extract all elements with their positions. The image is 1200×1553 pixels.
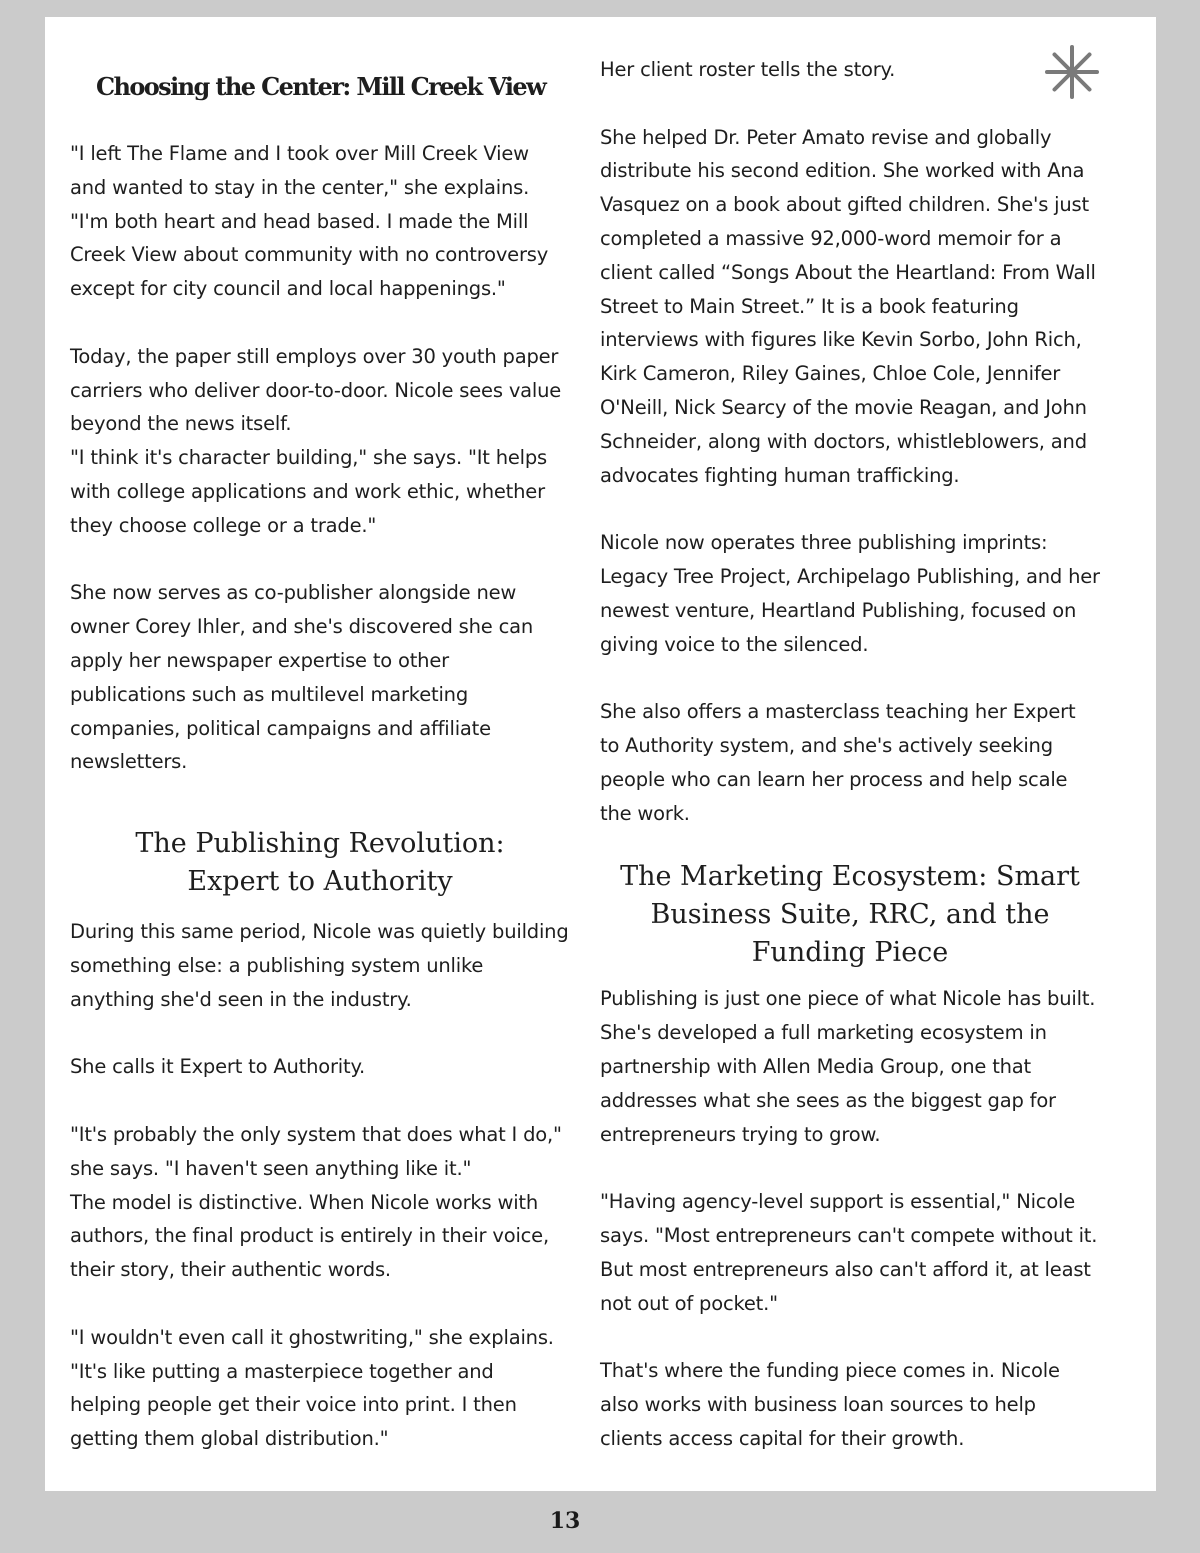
- paragraph: She also offers a masterclass teaching her Expert to Authority system, and she's actively seeking people who can learn her process and help scale the work.: [600, 700, 1076, 825]
- magazine-page: [45, 17, 1156, 1491]
- paragraph: The model is distinctive. When Nicole works with authors, the final product is entirely in their voice, their story, their authentic words.: [70, 1190, 549, 1282]
- paragraph: Nicole now operates three publishing imprints: Legacy Tree Project, Archipelago Publishing, and her newest venture, Heartland Publishing, focused on giving voice to the silenced.: [600, 531, 1100, 656]
- section-heading-mill-creek: Choosing the Center: Mill Creek View: [96, 72, 546, 101]
- paragraph: "I think it's character building," she says. "It helps with college applications and work ethic, whether they choose college or a trade.": [70, 446, 548, 537]
- heading-line: The Marketing Ecosystem: Smart: [620, 861, 1080, 893]
- heading-line: The Publishing Revolution:: [135, 828, 505, 860]
- paragraph: That's where the funding piece comes in. Nicole also works with business loan sources to help clients access capital for their growth.: [600, 1359, 1060, 1450]
- paragraph: Her client roster tells the story.: [600, 58, 896, 81]
- paragraph: "I left The Flame and I took over Mill Creek View and wanted to stay in the center," she explains. "I'm both heart and head based. I made the Mill Creek View about community with no controversy except for city council and local happenings.": [70, 142, 549, 301]
- paragraph: She calls it Expert to Authority.: [70, 1055, 366, 1079]
- right-column: [600, 17, 1100, 1455]
- heading-line: Funding Piece: [751, 937, 949, 969]
- section-heading-publishing-revolution: [70, 825, 570, 901]
- paragraph: Publishing is just one piece of what Nicole has built. She's developed a full marketing ecosystem in partnership with Allen Media Group, one that addresses what she sees as the biggest gap for entrepreneurs trying to grow.: [600, 987, 1096, 1146]
- paragraph: "Having agency-level support is essential," Nicole says. "Most entrepreneurs can't compete without it. But most entrepreneurs also can't afford it, at least not out of pocket.": [600, 1190, 1098, 1315]
- heading-line: Business Suite, RRC, and the: [650, 899, 1050, 931]
- page-number: 13: [549, 1508, 581, 1534]
- heading-line: Expert to Authority: [187, 866, 453, 898]
- section-heading-marketing-ecosystem: [600, 858, 1100, 972]
- paragraph: "It's probably the only system that does what I do," she says. "I haven't seen anything like it.": [70, 1122, 562, 1180]
- paragraph: She now serves as co-publisher alongside new owner Corey Ihler, and she's discovered she can apply her newspaper expertise to other publications such as multilevel marketing companies, political campaigns and affiliate newsletters.: [70, 581, 534, 774]
- left-column: [70, 17, 570, 1456]
- paragraph: Today, the paper still employs over 30 youth paper carriers who deliver door-to-door. Nicole sees value beyond the news itself.: [70, 344, 562, 436]
- paragraph: "I wouldn't even call it ghostwriting," she explains. "It's like putting a masterpiece together and helping people get their voice into print. I then getting them global distribution.": [70, 1325, 554, 1451]
- paragraph: She helped Dr. Peter Amato revise and globally distribute his second edition. She worked with Ana Vasquez on a book about gifted children. She's just completed a massive 92,000-word memoir for a client called “Songs About the Heartland: From Wall Street to Main Street.” It is a book featuring interviews with figures like Kevin Sorbo, John Rich, Kirk Cameron, Riley Gaines, Chloe Cole, Jennifer O'Neill, Nick Searcy of the movie Reagan, and John Schneider, along with doctors, whistleblowers, and advocates fighting human trafficking.: [600, 125, 1096, 487]
- paragraph: During this same period, Nicole was quietly building something else: a publishing system unlike anything she'd seen in the industry.: [70, 920, 569, 1011]
